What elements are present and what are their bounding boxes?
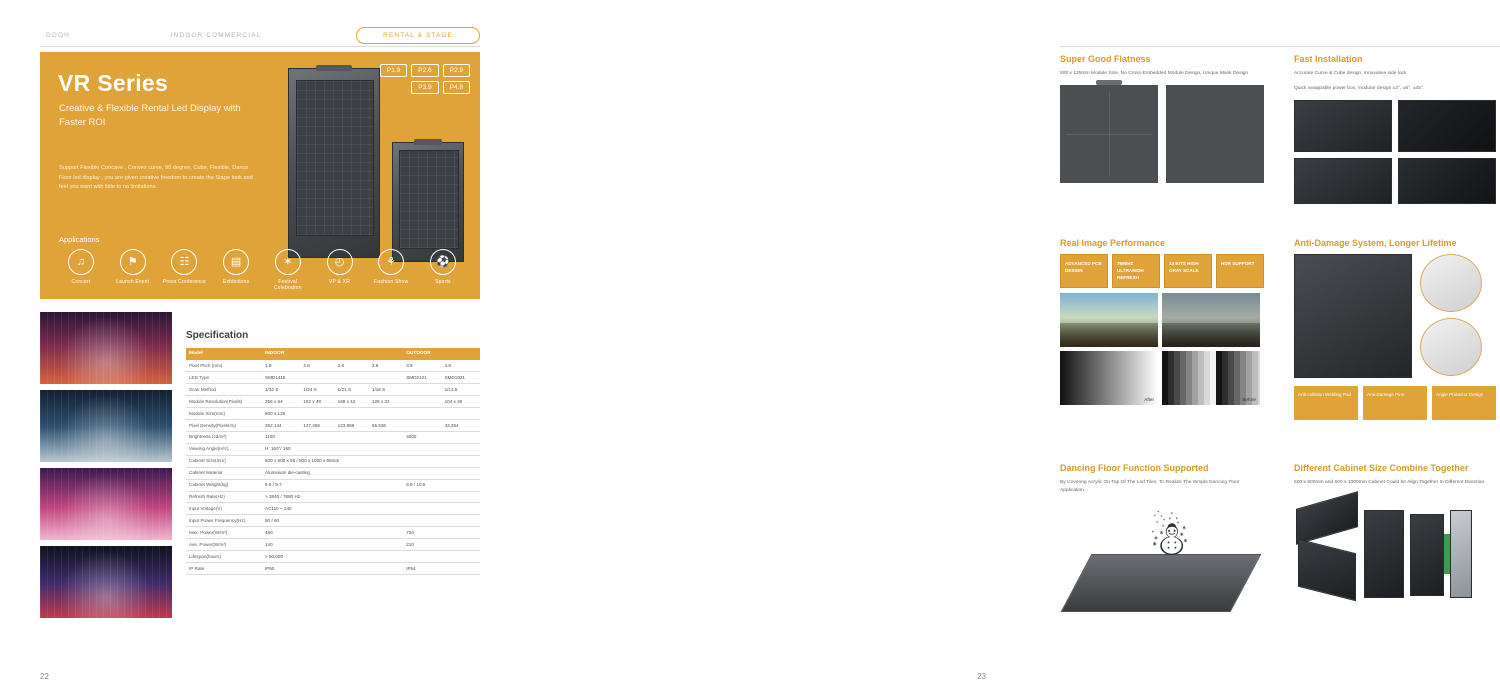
row-label: Cabinet Material [186, 467, 262, 479]
section-real-image-performance [1060, 238, 1265, 405]
gallery-photo-led-stage-pink [40, 468, 172, 540]
cell: 3.9 [369, 360, 403, 371]
cell: Aluminium die-casting [262, 467, 480, 479]
combine-cabinet-bottom-left [1298, 539, 1356, 601]
section-title-anti-damage: Anti-Damage System, Longer Lifetime [1294, 238, 1457, 248]
section-installation [1294, 54, 1500, 204]
anti-damage-detail-column [1420, 254, 1482, 378]
hero-banner [40, 52, 480, 299]
specification-table-head [186, 348, 480, 360]
photo-lake-before [1162, 293, 1260, 347]
table-row [186, 360, 480, 371]
row-label: Module Size(mm) [186, 408, 262, 420]
specification-table-body [186, 360, 480, 574]
hero-description: Support Flexible Concave , Convex curve, 90 degree, Cube, Flexible, Dance Floor led display , you are given creative freedom to create the Stage look and feel you want with little to no limitations. [59, 165, 253, 190]
gallery-photo-outdoor-festival [40, 390, 172, 462]
cell: 168 x 42 [335, 396, 369, 408]
installation-image-grid [1294, 100, 1500, 204]
row-label: Ave. Power(W/m²) [186, 539, 262, 551]
cell: 1/13.5 [442, 384, 480, 396]
cell: 2.9 [335, 360, 369, 371]
section-cabinet-combine [1294, 463, 1500, 614]
cell: 210 [403, 539, 480, 551]
col-header-indoor: INDOOR [262, 348, 403, 360]
cell [403, 396, 441, 408]
section-title-cabinet-combine: Different Cabinet Size Combine Together [1294, 463, 1469, 473]
specification-title: Specification [186, 330, 249, 341]
row-label: Cabinet Weight(kg) [186, 479, 262, 491]
row-label: LED Type [186, 372, 262, 384]
comparison-photo-row [1060, 293, 1265, 347]
cell: 147,456 [300, 419, 334, 431]
header-divider-left [40, 46, 480, 47]
cell: 480 [262, 527, 403, 539]
row-label: Brightness (cd/m²) [186, 431, 262, 443]
table-row [186, 384, 480, 396]
detail-closeup-corner [1420, 318, 1482, 376]
col-header-outdoor: OUTDOOR [403, 348, 480, 360]
row-label: Input Power Frequency(Hz) [186, 515, 262, 527]
application-label-fashion-show: Fashion Show [374, 279, 409, 285]
photo-lake-after [1060, 293, 1158, 347]
nav-item-dooh[interactable]: DOOH [46, 31, 70, 39]
row-label: Pixel Pitch (mm) [186, 360, 262, 371]
cell: 140 [262, 539, 403, 551]
cell: 104 x 26 [442, 396, 480, 408]
section-title-installation: Fast Installation [1294, 54, 1363, 64]
cell: IP54 [403, 563, 480, 575]
cell: 1.9 [262, 360, 300, 371]
table-row [186, 467, 480, 479]
application-item-press-conference [160, 249, 208, 291]
combine-cabinet-top-left [1296, 491, 1358, 545]
ball-icon: ⚽ [430, 249, 456, 275]
cell: 128 x 32 [369, 396, 403, 408]
section-flatness [1060, 54, 1265, 183]
module-panel-crossed [1060, 85, 1158, 183]
feature-chip-refresh: 7680HZ ULTRAHIGH REFRESH [1112, 254, 1160, 288]
cell: 43,264 [442, 419, 480, 431]
cell: 65,536 [369, 419, 403, 431]
row-label: Pixel Density(Pixels/m) [186, 419, 262, 431]
category-nav [40, 24, 480, 46]
cell: 1/24 S [300, 384, 334, 396]
section-text-cabinet-combine: 500 x 500mm and 500 x 1000mm Cabinet Could be Align Together In Different Direction. [1294, 480, 1486, 485]
cell: 256 x 64 [262, 396, 300, 408]
section-title-real-image: Real Image Performance [1060, 238, 1166, 248]
application-label-exhibitions: Exhibitions [222, 279, 250, 285]
panel-hook-icon [1096, 80, 1122, 85]
application-label-press-conference: Press Conference [162, 279, 207, 285]
table-row [186, 527, 480, 539]
section-text-installation-1: Accurate Curve & Cube design. Innovative side lock [1294, 71, 1407, 76]
cell [369, 372, 403, 384]
grayscale-banded [1162, 351, 1260, 405]
row-label: IP Rate [186, 563, 262, 575]
section-text-flatness: 500 x 125mm Module Size, No Cross-Embedded Module Design, Unique Mask Design [1060, 71, 1249, 76]
installation-image-sidelock [1294, 158, 1392, 204]
feature-chip-pcb-design: ADVANCED PCB DESIGN [1060, 254, 1108, 288]
table-row [186, 372, 480, 384]
cell: 1/21 S [335, 384, 369, 396]
anti-damage-image-row [1294, 254, 1500, 378]
cell [300, 372, 334, 384]
section-title-dancing-floor: Dancing Floor Function Supported [1060, 463, 1209, 473]
row-label: Refresh Rate(Hz) [186, 491, 262, 503]
cell: 4.8 [442, 360, 480, 371]
photo-gallery [40, 312, 172, 624]
row-label: Scan Method [186, 384, 262, 396]
tag-angle-protector-design: Angle Protector Design [1432, 386, 1496, 420]
cell: 500 x 125 [262, 408, 480, 420]
cell: 123,896 [335, 419, 369, 431]
pitch-tag-p39: P3.9 [411, 81, 438, 94]
application-label-vp-xr: VP & XR [328, 279, 351, 285]
module-panel-plain [1166, 85, 1264, 183]
podium-icon: ☷ [171, 249, 197, 275]
runway-icon: ⚘ [378, 249, 404, 275]
cell: 3.9 [403, 360, 441, 371]
pixel-pitch-tag-list [374, 64, 470, 94]
table-row [186, 419, 480, 431]
section-text-dancing-floor: By Covering Acrylic On Top Of The Led Tiles, To Realize The Simple Dancing Floor Application. [1060, 480, 1240, 493]
tag-anti-collision-welding-pad: Anti-collision Welding Pad [1294, 386, 1358, 420]
application-label-launch-event: Launch Event [116, 279, 150, 285]
feature-chip-hdr: HDR SUPPORT [1216, 254, 1264, 288]
dancing-floor-illustration [1060, 502, 1265, 620]
row-label: Max. Power(W/m²) [186, 527, 262, 539]
section-anti-damage [1294, 238, 1500, 420]
cell: H: 160°/ 160 [262, 443, 480, 455]
gallery-photo-arena-show [40, 546, 172, 618]
dancer-silhouette-icon: ☃ [1148, 513, 1192, 566]
section-dancing-floor [1060, 463, 1265, 620]
cell: 6.6 / 9.7 [262, 479, 403, 491]
cabinet-combine-illustration [1294, 494, 1500, 614]
table-row [186, 563, 480, 575]
application-item-festival-celebration [264, 249, 312, 291]
grayscale-comparison-row [1060, 351, 1265, 405]
specification-section [186, 330, 480, 575]
page-number-left: 22 [40, 672, 49, 681]
table-row [186, 491, 480, 503]
booth-icon: ▤ [223, 249, 249, 275]
cell [403, 384, 441, 396]
application-item-vp-xr [316, 249, 364, 291]
application-item-concert [57, 249, 105, 291]
cell: 1/32 S [262, 384, 300, 396]
row-label: Module Resolution(Pixels) [186, 396, 262, 408]
pitch-tag-p48: P4.8 [443, 81, 470, 94]
cell: AC110 ~ 240 [262, 503, 480, 515]
combine-cabinet-frame [1450, 510, 1472, 598]
table-row [186, 551, 480, 563]
cell: 6.9 / 10.5 [403, 479, 480, 491]
cell: 4000 [403, 431, 480, 443]
vr-headset-icon: ◴ [327, 249, 353, 275]
application-item-exhibitions [212, 249, 260, 291]
cell: 2.6 [300, 360, 334, 371]
gallery-photo-concert-stage [40, 312, 172, 384]
installation-image-angle [1398, 158, 1496, 204]
cell: 1/16 S [369, 384, 403, 396]
hero-subtitle: Creative & Flexible Rental Led Display with Faster ROI [59, 103, 241, 128]
page-title: VR Series [58, 70, 169, 96]
row-label: Input Voltage(V) [186, 503, 262, 515]
nav-item-rental-stage[interactable]: RENTAL & STAGE [356, 27, 480, 44]
feature-chip-row [1060, 254, 1265, 288]
application-label-sports: Sports [435, 279, 451, 285]
cell: 1100 [262, 431, 403, 443]
application-item-fashion-show [367, 249, 415, 291]
application-item-sports [419, 249, 467, 291]
installation-image-curve [1294, 100, 1392, 152]
left-page [0, 0, 512, 695]
row-label: Cabinet Size(mm) [186, 455, 262, 467]
anti-damage-cabinet-image [1294, 254, 1412, 378]
cell: 50 / 60 [262, 515, 480, 527]
cell: > 3840 / 7680 Hz [262, 491, 480, 503]
cell: > 50,000 [262, 551, 480, 563]
grayscale-smooth [1060, 351, 1158, 405]
cabinet-image-large [288, 68, 380, 258]
table-row [186, 479, 480, 491]
nav-item-indoor-commercial[interactable]: INDOOR COMMERCIAL [170, 31, 262, 39]
application-label-festival-celebration: Festival Celebration [273, 279, 302, 291]
application-item-launch-event [109, 249, 157, 291]
cell: SMD1415 [262, 372, 300, 384]
right-page [512, 0, 1486, 695]
installation-image-cube [1398, 100, 1496, 152]
cell: IP50 [262, 563, 403, 575]
cell: 720 [403, 527, 480, 539]
section-text-installation-2: Quick swappable power box, modular design ±3°, ±6°, ±45°. [1294, 86, 1425, 91]
grayscale-label-after: After [1144, 397, 1154, 402]
feature-chip-gray-scale: 14 BITS HIGH GRAY SCALE [1164, 254, 1212, 288]
combine-cabinet-center [1364, 510, 1404, 598]
cell [403, 419, 441, 431]
row-label: Lifespan(hours) [186, 551, 262, 563]
fireworks-icon: ✶ [275, 249, 301, 275]
applications-list [57, 249, 467, 291]
cell: 500 x 500 x 65 / 500 x 1000 x 65mm [262, 455, 480, 467]
cell: SMD1921 [442, 372, 480, 384]
music-note-icon: ♫ [68, 249, 94, 275]
pitch-tag-p26: P2.6 [411, 64, 438, 77]
combine-cabinet-inner [1410, 514, 1444, 596]
grayscale-label-before: Before [1242, 397, 1256, 402]
table-row [186, 455, 480, 467]
table-row [186, 396, 480, 408]
rocket-icon: ⚑ [120, 249, 146, 275]
page-number-right: 23 [977, 672, 986, 681]
table-header-row [186, 348, 480, 360]
header-divider-right [1060, 46, 1500, 47]
cell: 262,144 [262, 419, 300, 431]
specification-table [186, 348, 480, 575]
application-label-concert: Concert [71, 279, 91, 285]
tag-anti-damage-pins: Anti-Damage Pins [1363, 386, 1427, 420]
cabinet-image-small [392, 142, 464, 262]
row-label: Viewing Angle(H/V) [186, 443, 262, 455]
applications-label: Applications [59, 235, 100, 244]
cell: SMD2121 [403, 372, 441, 384]
pitch-tag-p19: P1.9 [380, 64, 407, 77]
cell [335, 372, 369, 384]
section-title-flatness: Super Good Flatness [1060, 54, 1151, 64]
cell: 192 x 48 [300, 396, 334, 408]
table-row [186, 503, 480, 515]
table-row [186, 408, 480, 420]
flatness-panel-row [1060, 85, 1265, 183]
table-row [186, 515, 480, 527]
table-row [186, 539, 480, 551]
anti-damage-tag-row [1294, 386, 1500, 420]
table-row [186, 431, 480, 443]
pitch-tag-p29: P2.9 [443, 64, 470, 77]
detail-closeup-pins [1420, 254, 1482, 312]
col-header-model: Model [186, 348, 262, 360]
table-row [186, 443, 480, 455]
